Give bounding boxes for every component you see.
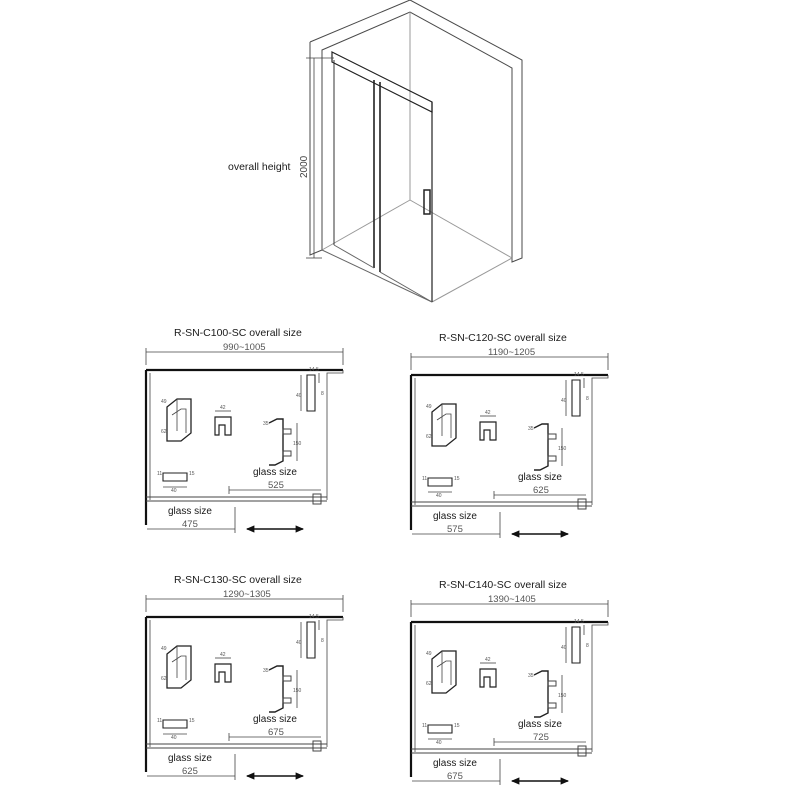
- plan-panel: [143, 325, 353, 540]
- profile-dimension-label: 49: [426, 651, 432, 657]
- profile-dimension-label: 11: [157, 471, 163, 477]
- wall-outline: [310, 0, 522, 262]
- profile-dimension-label: 49: [161, 646, 167, 652]
- profile-dimension-label: 49: [161, 399, 167, 405]
- profile-dimension-label: 35: [528, 673, 534, 679]
- profile-dimension-label: 42: [220, 405, 226, 411]
- profile-dimension-label: 11: [422, 476, 428, 482]
- profile-dimension-label: 40: [436, 740, 442, 746]
- profile-dimension-label: 8: [586, 396, 589, 402]
- glass-size-label: glass size: [168, 753, 212, 764]
- top-rail: [332, 52, 432, 112]
- profile-dimension-label: 49: [426, 404, 432, 410]
- profile-dimension-label: 15: [189, 718, 195, 724]
- profile-dimension-label: 42: [485, 410, 491, 416]
- overall-size-range: 990~1005: [223, 342, 266, 353]
- plan-panel: [408, 577, 618, 792]
- glass-size-label: glass size: [518, 719, 562, 730]
- profile-dimension-label: 62: [161, 676, 167, 682]
- profile-dimension-label: 11: [422, 723, 428, 729]
- profile-dimension-label: 62: [426, 681, 432, 687]
- profile-dimension-label: 35: [263, 668, 269, 674]
- profile-dimension-label: 35: [528, 426, 534, 432]
- profile-dimension-label: 42: [485, 657, 491, 663]
- plan-panel: [408, 330, 618, 545]
- profile-dimension-label: 15: [454, 476, 460, 482]
- profile-dimension-label: 14.5: [309, 614, 319, 620]
- profile-dimension-label: 42: [220, 652, 226, 658]
- profile-dimension-label: 62: [426, 434, 432, 440]
- glass-size-value: 525: [268, 480, 284, 491]
- profile-dimension-label: 40: [171, 488, 177, 494]
- plan-panel: [143, 572, 353, 787]
- profile-dimension-label: 14.5: [574, 619, 584, 625]
- profile-dimension-label: 150: [558, 693, 567, 699]
- glass-size-label: glass size: [168, 506, 212, 517]
- glass-size-value: 725: [533, 732, 549, 743]
- profile-dimension-label: 40: [296, 393, 302, 399]
- profile-dimension-label: 14.5: [309, 367, 319, 373]
- overall-size-range: 1290~1305: [223, 589, 271, 600]
- profile-dimension-label: 40: [171, 735, 177, 741]
- height-dimension-value: 2000: [299, 155, 310, 178]
- glass-size-value: 575: [447, 524, 463, 535]
- profile-dimension-label: 150: [558, 446, 567, 452]
- profile-dimension-label: 62: [161, 429, 167, 435]
- model-overall-size-title: R-SN-C120-SC overall size: [439, 332, 567, 344]
- overall-size-range: 1390~1405: [488, 594, 536, 605]
- profile-dimension-label: 35: [263, 421, 269, 427]
- glass-size-value: 625: [182, 766, 198, 777]
- model-overall-size-title: R-SN-C100-SC overall size: [174, 327, 302, 339]
- glass-size-value: 675: [447, 771, 463, 782]
- profile-dimension-label: 150: [293, 441, 302, 447]
- glass-size-label: glass size: [253, 467, 297, 478]
- profile-dimension-label: 8: [586, 643, 589, 649]
- model-overall-size-title: R-SN-C130-SC overall size: [174, 574, 302, 586]
- glass-size-label: glass size: [433, 758, 477, 769]
- enclosure-perspective-drawing: [0, 0, 800, 310]
- profile-dimension-label: 15: [454, 723, 460, 729]
- overall-height-label: overall height: [228, 161, 291, 173]
- glass-size-label: glass size: [433, 511, 477, 522]
- profile-dimension-label: 40: [561, 645, 567, 651]
- glass-size-label: glass size: [253, 714, 297, 725]
- profile-dimension-label: 40: [561, 398, 567, 404]
- glass-size-value: 675: [268, 727, 284, 738]
- profile-dimension-label: 8: [321, 638, 324, 644]
- glass-size-label: glass size: [518, 472, 562, 483]
- model-overall-size-title: R-SN-C140-SC overall size: [439, 579, 567, 591]
- profile-dimension-label: 150: [293, 688, 302, 694]
- glass-size-value: 625: [533, 485, 549, 496]
- profile-dimension-label: 14.5: [574, 372, 584, 378]
- profile-dimension-label: 40: [436, 493, 442, 499]
- profile-dimension-label: 11: [157, 718, 163, 724]
- glass-size-value: 475: [182, 519, 198, 530]
- overall-size-range: 1190~1205: [488, 347, 536, 358]
- profile-dimension-label: 8: [321, 391, 324, 397]
- profile-dimension-label: 40: [296, 640, 302, 646]
- profile-dimension-label: 15: [189, 471, 195, 477]
